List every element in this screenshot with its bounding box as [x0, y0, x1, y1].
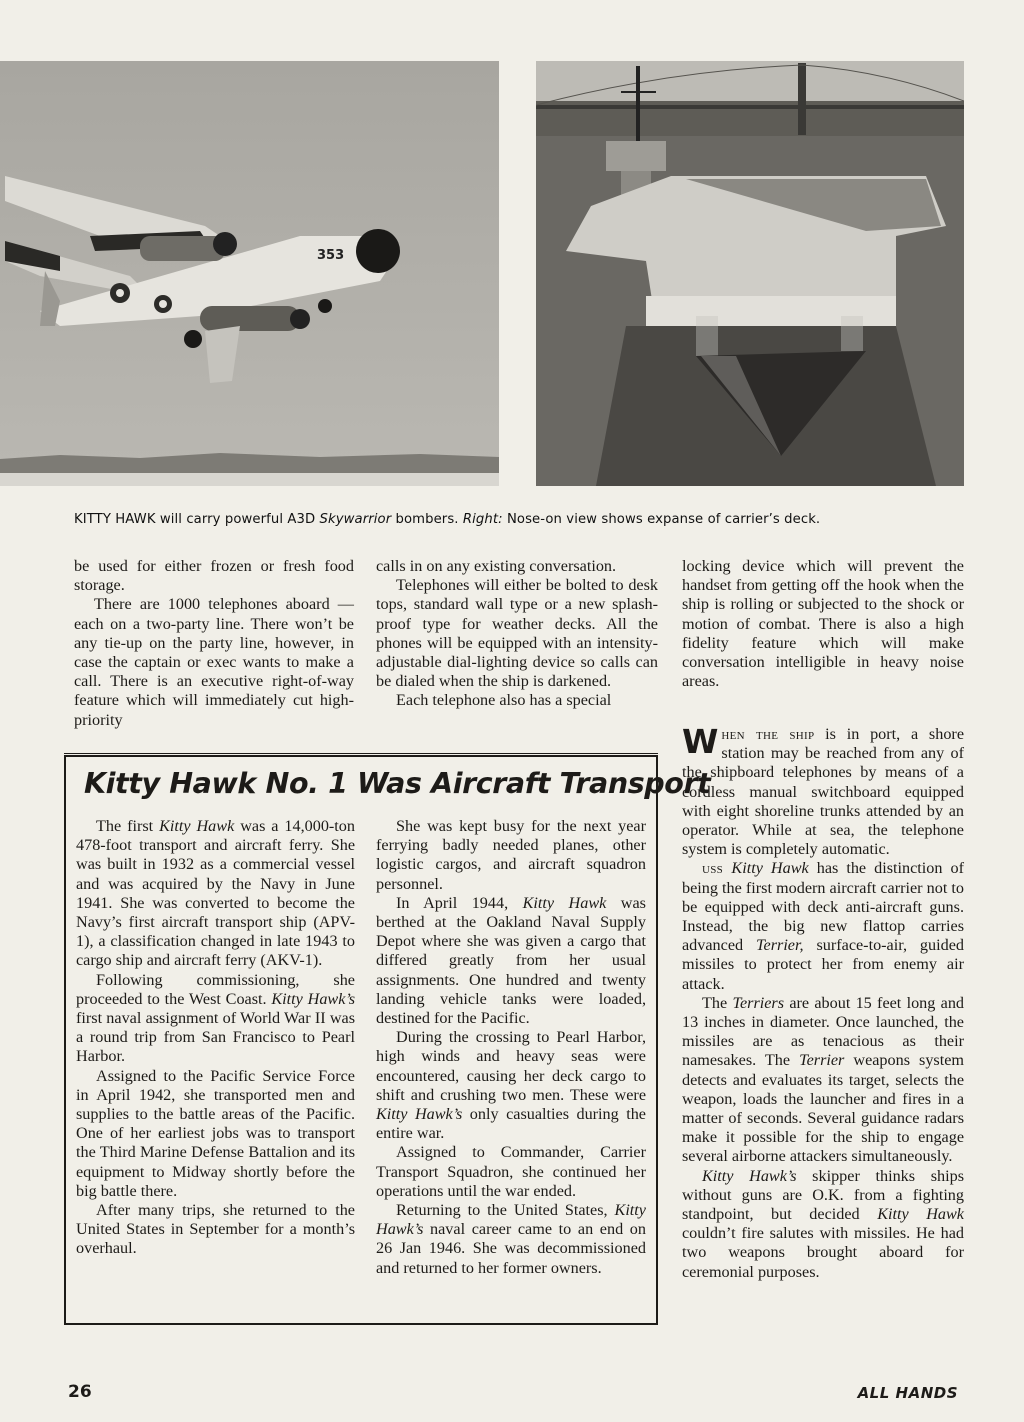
paragraph: She was kept busy for the next year ferrying badly needed planes, other logistic cargos, and aircraft squadron personnel. [376, 817, 646, 893]
page-number: 26 [68, 1382, 92, 1402]
paragraph-text: The first [96, 817, 160, 835]
paragraph [376, 1028, 646, 1143]
paragraph-text: was a 14,000-ton 478-foot transport and aircraft ferry. She was built in 1932 as a commercial vessel and was acquired by the Navy in June 1941. She was converted to become the Navy’s first aircraft transport ship (APV-1), a classification changed in late 1943 to cargo ship and aircraft ferry (AKV-1). [76, 817, 355, 970]
paragraph-text: In April 1944, [396, 893, 523, 912]
photo-caption [74, 512, 974, 527]
paragraph [682, 722, 964, 859]
paragraph-text: only casualties during the entire war. [376, 1105, 646, 1143]
ship-name: Kitty Hawk [877, 1205, 964, 1224]
paragraph-text: first naval assignment of World War II was a round trip from San Francisco to Pearl Harbor. [76, 1009, 355, 1066]
skywarrior-image [0, 61, 499, 486]
paragraph [682, 994, 964, 1167]
paragraph-text: surface-to-air, guided missiles to protect her from enemy air attack. [682, 936, 964, 993]
paragraph-text: is in port, a shore station may be reached from any of the shipboard telephones by means of a cordless manual switchboard equipped with eight shoreline trunks attended by an operator. While at sea, the telephone system is completely automatic. [682, 725, 964, 859]
paragraph-text: Returning to the United States, [396, 1201, 615, 1220]
paragraph: There are 1000 telephones aboard —each on a two-party line. There won’t be any tie-up on the party line, however, in case the captain or exec wants to make a call. There is an executive right-of-way feature which will immediately cut high-priority [74, 595, 354, 729]
paragraph-text: naval career came to an end on 26 Jan 1946. She was decommissioned and returned to her former owners. [376, 1220, 646, 1277]
paragraph-text: weapons system detects and evaluates its target, selects the weapon, loads the launcher and fires in a matter of seconds. Several guidance radars make it possible for the ship to engage several airborne attackers simultaneously. [682, 1051, 964, 1166]
article-column-2 [376, 557, 658, 711]
missile-name: Terriers [732, 993, 785, 1012]
photo-skywarrior-bomber [0, 61, 499, 486]
publication-name: ALL HANDS [857, 1384, 958, 1402]
paragraph-text: has the distinction of being the first modern aircraft carrier not to be equipped with deck anti-aircraft guns. Instead, the big new flattop carries advanced [682, 859, 965, 955]
caption-text: Nose-on view shows expanse of carrier’s deck. [502, 512, 821, 527]
paragraph [76, 971, 355, 1067]
caption-direction-label: Right: [462, 512, 503, 527]
photo-carrier-deck [536, 61, 964, 486]
paragraph: locking device which will prevent the handset from getting off the hook when the ship is rolling or subjected to the shock or motion of combat. There is also a high fidelity feature which will make conversation intelligible in heavy noise areas. [682, 557, 964, 691]
paragraph [682, 859, 964, 993]
paragraph: Assigned to the Pacific Service Force in April 1942, she transported men and supplies to the battle areas of the Pacific. One of her earliest jobs was to transport the Third Marine Defense Battalion and its equipment to Midway shortly before the big battle there. [76, 1066, 355, 1200]
article-column-3 [682, 557, 964, 691]
ship-prefix: uss [702, 859, 732, 878]
ship-name: Kitty Hawk’s [376, 1105, 463, 1124]
ship-name: Kitty Hawk [159, 817, 235, 835]
missile-name: Terrier, [756, 936, 804, 955]
ship-name: Kitty Hawk’s [376, 1201, 646, 1239]
carrier-image [536, 61, 964, 486]
article-column-1 [74, 557, 354, 730]
ship-name: Kitty Hawk’s [702, 1166, 797, 1185]
paragraph-text: are about 15 feet long and 13 inches in diameter. Once launched, the missiles are as tenacious as their namesakes. The [682, 993, 965, 1070]
drop-cap: W [682, 722, 719, 761]
paragraph-text: The [702, 993, 733, 1012]
ship-name: Kitty Hawk [731, 859, 809, 878]
paragraph: Telephones will either be bolted to desk tops, standard wall type or a new splash-proof type for weather decks. All the phones will be equipped with an intensity-adjustable dial-lighting device so calls can be dialed when the ship is darkened. [376, 576, 658, 691]
paragraph [376, 894, 646, 1028]
caption-text: KITTY HAWK will carry powerful A3D [74, 512, 320, 527]
caption-aircraft-name: Skywarrior [319, 512, 392, 527]
paragraph [376, 1201, 646, 1278]
paragraph: be used for either frozen or fresh food storage. [74, 557, 354, 595]
paragraph-text: During the crossing to Pearl Harbor, high winds and heavy seas were encountered, causing her deck cargo to shift and crushing two men. These were [376, 1028, 646, 1104]
article-section-shore-telephones [682, 722, 965, 1282]
sidebar-column-1 [76, 817, 355, 1259]
paragraph-text: was berthed at the Oakland Naval Supply Depot where she was given a cargo that differed greatly from her usual assignments. One hundred and twenty landing vehicle tanks were loaded, destined for the Pacific. [376, 893, 646, 1028]
paragraph [76, 817, 355, 971]
paragraph-text: couldn’t fire salutes with missiles. He had two weapons brought aboard for ceremonial purposes. [682, 1224, 964, 1281]
ship-name: Kitty Hawk [522, 893, 607, 912]
caption-text: bombers. [391, 512, 463, 527]
tail-number: 353 [317, 248, 345, 263]
paragraph: After many trips, she returned to the United States in September for a month’s overhaul. [76, 1201, 355, 1258]
paragraph: Each telephone also has a special [396, 691, 612, 710]
sidebar-box [64, 755, 711, 1325]
missile-name: Terrier [799, 1051, 845, 1070]
ship-name: Kitty Hawk’s [271, 989, 355, 1008]
paragraph: Assigned to Commander, Carrier Transport Squadron, she continued her operations until the war ended. [376, 1143, 646, 1200]
sidebar-title: Kitty Hawk No. 1 Was Aircraft Transport [84, 767, 711, 800]
paragraph [682, 1167, 964, 1282]
lead-in: hen the ship [721, 725, 815, 743]
sidebar-column-2 [376, 817, 646, 1278]
paragraph-text: Following commissioning, she proceeded to the West Coast. [76, 970, 355, 1008]
paragraph: calls in on any existing conversation. [376, 557, 617, 575]
paragraph-text: skipper thinks ships without guns are O.K. from a fighting standpoint, but decided [682, 1166, 965, 1224]
